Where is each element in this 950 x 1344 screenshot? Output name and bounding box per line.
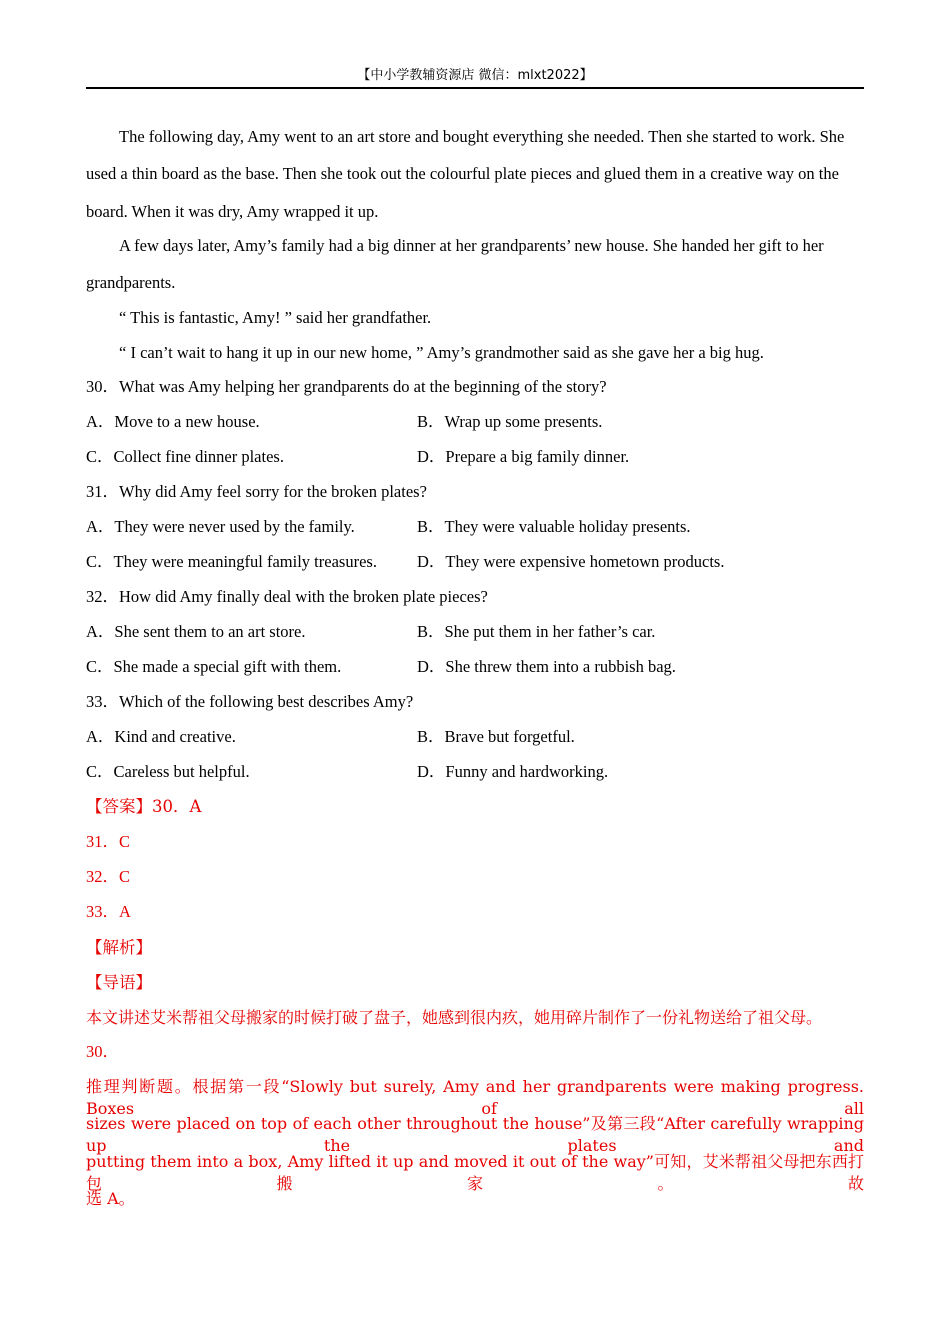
analysis-30-line-3: putting them into a box, Amy lifted it up and moved it out of the way”可知，艾米帮祖父母把东西打包搬家。故	[86, 1152, 864, 1193]
question-33-option-c: C．Careless but helpful.	[86, 762, 250, 781]
analysis-heading: 【解析】	[86, 938, 152, 957]
question-30-option-d: D．Prepare a big family dinner.	[417, 447, 630, 466]
passage-paragraph-2-line-1: A few days later, Amy’s family had a big dinner at her grandparents’ new house. She handed her gift to her	[119, 236, 824, 255]
analysis-30-label: 30．	[86, 1042, 119, 1061]
question-32-option-b: B．She put them in her father’s car.	[417, 622, 656, 641]
question-31-option-c: C．They were meaningful family treasures.	[86, 552, 377, 571]
intro-text: 本文讲述艾米帮祖父母搬家的时候打破了盘子，她感到很内疚，她用碎片制作了一份礼物送给了祖父母。	[86, 1008, 823, 1027]
question-32-option-d: D．She threw them into a rubbish bag.	[417, 657, 676, 676]
question-30-option-c: C．Collect fine dinner plates.	[86, 447, 284, 466]
question-33-option-b: B．Brave but forgetful.	[417, 727, 575, 746]
answer-31: 31．C	[86, 832, 131, 851]
question-32-stem: 32．How did Amy finally deal with the broken plate pieces?	[86, 587, 488, 606]
passage-paragraph-1-line-2: used a thin board as the base. Then she took out the colourful plate pieces and glued them in a creative way on the	[86, 164, 839, 183]
header-divider	[86, 87, 864, 89]
passage-paragraph-2-line-2: grandparents.	[86, 273, 176, 292]
passage-paragraph-1-line-1: The following day, Amy went to an art store and bought everything she needed. Then she started to work. She	[119, 127, 845, 146]
passage-paragraph-4: “ I can’t wait to hang it up in our new home, ” Amy’s grandmother said as she gave her a big hug.	[119, 343, 764, 362]
passage-paragraph-1-line-3: board. When it was dry, Amy wrapped it up.	[86, 202, 379, 221]
analysis-30-line-2: sizes were placed on top of each other throughout the house”及第三段“After carefully wrapping up the plates and	[86, 1114, 864, 1155]
question-31-stem: 31．Why did Amy feel sorry for the broken plates?	[86, 482, 427, 501]
answer-33: 33．A	[86, 902, 131, 921]
passage-paragraph-3: “ This is fantastic, Amy! ” said her grandfather.	[119, 308, 432, 327]
question-32-option-a: A．She sent them to an art store.	[86, 622, 306, 641]
answer-heading: 【答案】30．A	[86, 797, 202, 816]
analysis-30-line-4: 选 A。	[86, 1189, 135, 1208]
question-30-stem: 30．What was Amy helping her grandparents do at the beginning of the story?	[86, 377, 607, 396]
question-33-stem: 33．Which of the following best describes Amy?	[86, 692, 414, 711]
question-33-option-d: D．Funny and hardworking.	[417, 762, 609, 781]
analysis-30-line-1: 推理判断题。根据第一段“Slowly but surely, Amy and her grandparents were making progress. Boxes of all	[86, 1077, 864, 1118]
question-30-option-b: B．Wrap up some presents.	[417, 412, 603, 431]
question-31-option-a: A．They were never used by the family.	[86, 517, 355, 536]
question-30-option-a: A．Move to a new house.	[86, 412, 260, 431]
intro-heading: 【导语】	[86, 973, 152, 992]
answer-32: 32．C	[86, 867, 131, 886]
question-33-option-a: A．Kind and creative.	[86, 727, 236, 746]
question-32-option-c: C．She made a special gift with them.	[86, 657, 342, 676]
question-31-option-b: B．They were valuable holiday presents.	[417, 517, 691, 536]
page-header: 【中小学教辅资源店 微信：mlxt2022】	[357, 68, 593, 83]
question-31-option-d: D．They were expensive hometown products.	[417, 552, 725, 571]
